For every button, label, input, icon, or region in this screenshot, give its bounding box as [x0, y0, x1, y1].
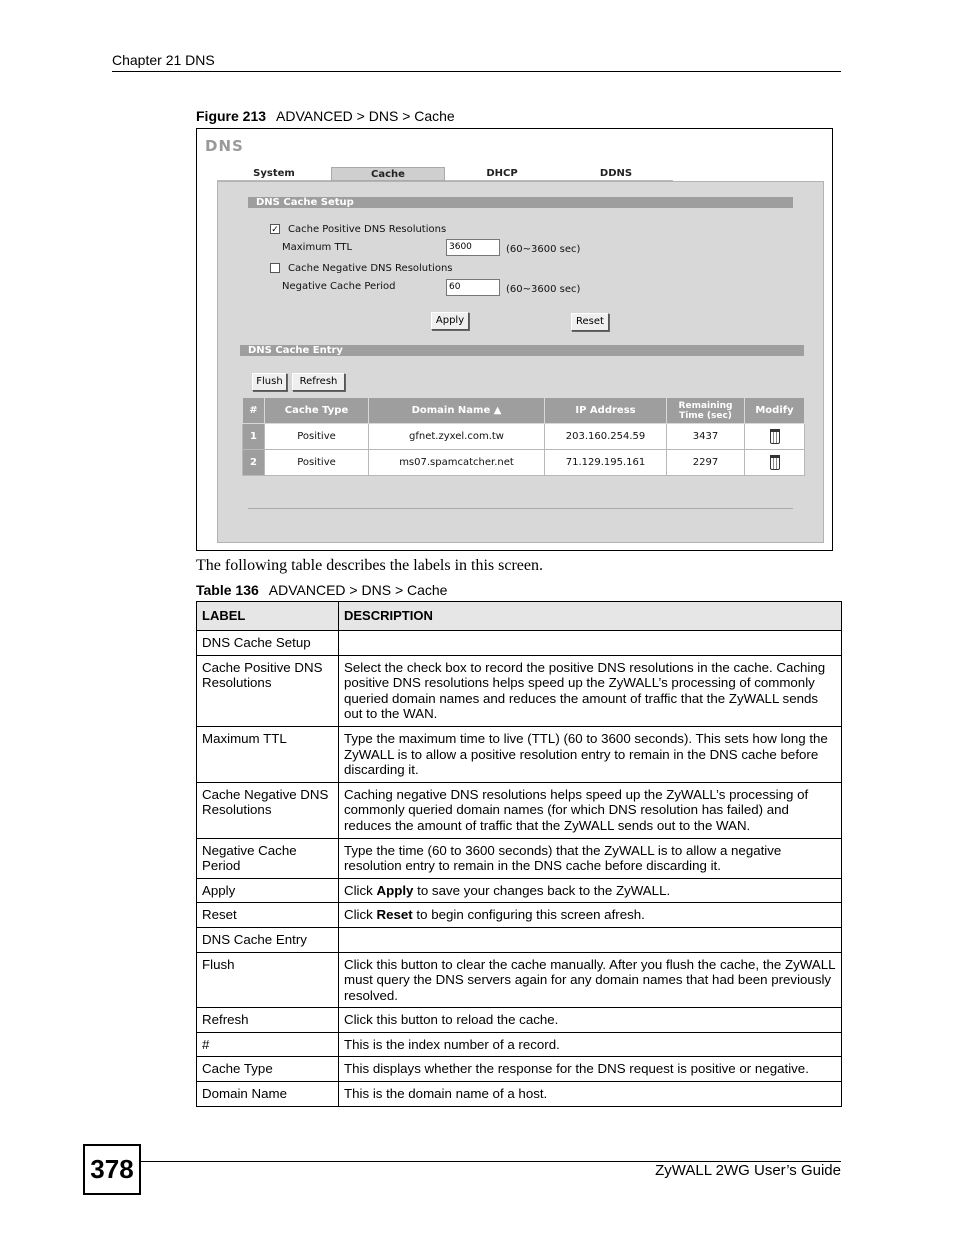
desc-bold: Apply	[376, 882, 414, 898]
cache-positive-checkbox[interactable]: ✓	[271, 224, 279, 234]
row-description: This is the index number of a record.	[339, 1032, 842, 1057]
row-description: Click this button to reload the cache.	[339, 1008, 842, 1033]
table-row	[197, 927, 842, 952]
row-domain: ms07.spamcatcher.net	[369, 450, 545, 476]
figure-caption	[196, 108, 455, 124]
negative-period-range: (60~3600 sec)	[506, 284, 581, 295]
max-ttl-range: (60~3600 sec)	[506, 244, 581, 255]
table-row	[197, 1057, 842, 1082]
screen-title: DNS	[205, 137, 244, 155]
max-ttl-label: Maximum TTL	[282, 242, 353, 253]
row-index: 1	[243, 424, 265, 450]
cache-positive-label: Cache Positive DNS Resolutions	[288, 224, 447, 235]
row-label: Cache Type	[197, 1057, 339, 1082]
row-description	[339, 631, 842, 656]
table-row	[197, 631, 842, 656]
desc-bold: Reset	[376, 907, 413, 923]
row-label: DNS Cache Entry	[197, 927, 339, 952]
tab-cache[interactable]: Cache	[331, 167, 445, 181]
table-row	[197, 1032, 842, 1057]
desc-text: Click	[344, 882, 377, 898]
col-domain-name-label: Domain Name	[411, 405, 491, 416]
refresh-button[interactable]: Refresh	[292, 373, 345, 391]
row-domain: gfnet.zyxel.com.tw	[369, 424, 545, 450]
row-description: Type the maximum time to live (TTL) (60 to 3600 seconds). This sets how long the ZyWALL is to allow a positive resolution entry to remain in the DNS cache before discarding it.	[339, 726, 842, 782]
sort-ascending-icon: ▲	[493, 405, 502, 416]
tab-dhcp[interactable]: DHCP	[445, 167, 559, 181]
row-label: Flush	[197, 952, 339, 1008]
table-row	[197, 782, 842, 838]
row-description: Type the time (60 to 3600 seconds) that the ZyWALL is to allow a negative resolution entry to remain in the DNS cache before discarding it.	[339, 838, 842, 878]
desc-text: to save your changes back to the ZyWALL.	[413, 882, 671, 898]
flush-button[interactable]: Flush	[252, 373, 287, 391]
table-row	[197, 838, 842, 878]
panel-divider	[248, 508, 793, 509]
cache-table-header	[243, 398, 805, 424]
table-row	[243, 424, 805, 450]
col-modify: Modify	[745, 398, 805, 424]
page-number: 378	[83, 1144, 141, 1195]
intro-sentence: The following table describes the labels in this screen.	[196, 557, 544, 574]
figure-caption-label: Figure 213	[196, 108, 267, 124]
row-label: Reset	[197, 903, 339, 928]
row-description: Select the check box to record the positive DNS resolutions in the cache. Caching positive DNS resolutions helps speed up the ZyWALL’s processing of commonly queried domain names and reduces the amount of traffic that the ZyWALL sends out to the WAN.	[339, 655, 842, 726]
header-description: DESCRIPTION	[339, 602, 842, 631]
table-caption-text: ADVANCED > DNS > Cache	[268, 582, 448, 598]
col-ip-address: IP Address	[545, 398, 667, 424]
max-ttl-input[interactable]: 3600	[446, 239, 500, 256]
row-label: Maximum TTL	[197, 726, 339, 782]
table-caption-label: Table 136	[196, 582, 259, 598]
trash-icon[interactable]	[770, 455, 780, 470]
reset-button[interactable]: Reset	[571, 313, 609, 331]
table-row	[197, 878, 842, 903]
header-rule	[112, 71, 841, 72]
guide-title: ZyWALL 2WG User’s Guide	[655, 1162, 841, 1179]
figure-caption-text: ADVANCED > DNS > Cache	[276, 108, 455, 124]
apply-button[interactable]: Apply	[431, 312, 469, 330]
row-modify	[745, 450, 805, 476]
row-remaining: 3437	[667, 424, 745, 450]
row-modify	[745, 424, 805, 450]
chapter-header: Chapter 21 DNS	[112, 52, 215, 68]
cache-negative-checkbox[interactable]	[270, 263, 280, 273]
cache-negative-label: Cache Negative DNS Resolutions	[288, 263, 453, 274]
table-row	[197, 903, 842, 928]
negative-period-input[interactable]: 60	[446, 279, 500, 296]
row-label: Cache Negative DNS Resolutions	[197, 782, 339, 838]
row-label: Domain Name	[197, 1082, 339, 1107]
header-label: LABEL	[197, 602, 339, 631]
trash-icon[interactable]	[770, 429, 780, 444]
desc-table-header	[197, 602, 842, 631]
desc-text: to begin configuring this screen afresh.	[412, 907, 645, 923]
row-label: Refresh	[197, 1008, 339, 1033]
row-label: Apply	[197, 878, 339, 903]
row-cache-type: Positive	[265, 424, 369, 450]
row-cache-type: Positive	[265, 450, 369, 476]
label-description-table	[196, 601, 842, 1107]
row-description: This displays whether the response for the DNS request is positive or negative.	[339, 1057, 842, 1082]
col-index: #	[243, 398, 265, 424]
tab-system[interactable]: System	[217, 167, 331, 181]
table-row	[197, 655, 842, 726]
dns-cache-entry-header: DNS Cache Entry	[240, 345, 804, 356]
row-remaining: 2297	[667, 450, 745, 476]
row-label: Negative Cache Period	[197, 838, 339, 878]
table-caption	[196, 582, 447, 598]
col-domain-name[interactable]	[369, 398, 545, 424]
row-description: Click this button to clear the cache manually. After you flush the cache, the ZyWALL must query the DNS servers again for any domain names that had been previously resolved.	[339, 952, 842, 1008]
row-label: DNS Cache Setup	[197, 631, 339, 656]
desc-text: Click	[344, 907, 377, 923]
col-remaining-time: Remaining Time (sec)	[667, 398, 745, 424]
row-label: #	[197, 1032, 339, 1057]
table-row	[197, 1008, 842, 1033]
cache-panel	[217, 181, 824, 543]
table-row	[197, 1082, 842, 1107]
row-ip: 71.129.195.161	[545, 450, 667, 476]
table-row	[243, 450, 805, 476]
row-description	[339, 927, 842, 952]
tab-ddns[interactable]: DDNS	[559, 167, 673, 181]
row-description	[339, 903, 842, 928]
row-ip: 203.160.254.59	[545, 424, 667, 450]
tab-bar	[217, 167, 673, 181]
row-description: This is the domain name of a host.	[339, 1082, 842, 1107]
row-index: 2	[243, 450, 265, 476]
dns-cache-table	[242, 397, 805, 476]
dns-cache-setup-header: DNS Cache Setup	[248, 197, 793, 208]
col-cache-type: Cache Type	[265, 398, 369, 424]
negative-period-label: Negative Cache Period	[282, 281, 396, 292]
row-description	[339, 878, 842, 903]
row-description: Caching negative DNS resolutions helps speed up the ZyWALL’s processing of commonly queried domain names (for which DNS resolution has failed) and reduces the amount of traffic that the ZyWALL sends out to the WAN.	[339, 782, 842, 838]
table-row	[197, 726, 842, 782]
dns-cache-screenshot	[196, 128, 833, 551]
table-row	[197, 952, 842, 1008]
row-label: Cache Positive DNS Resolutions	[197, 655, 339, 726]
